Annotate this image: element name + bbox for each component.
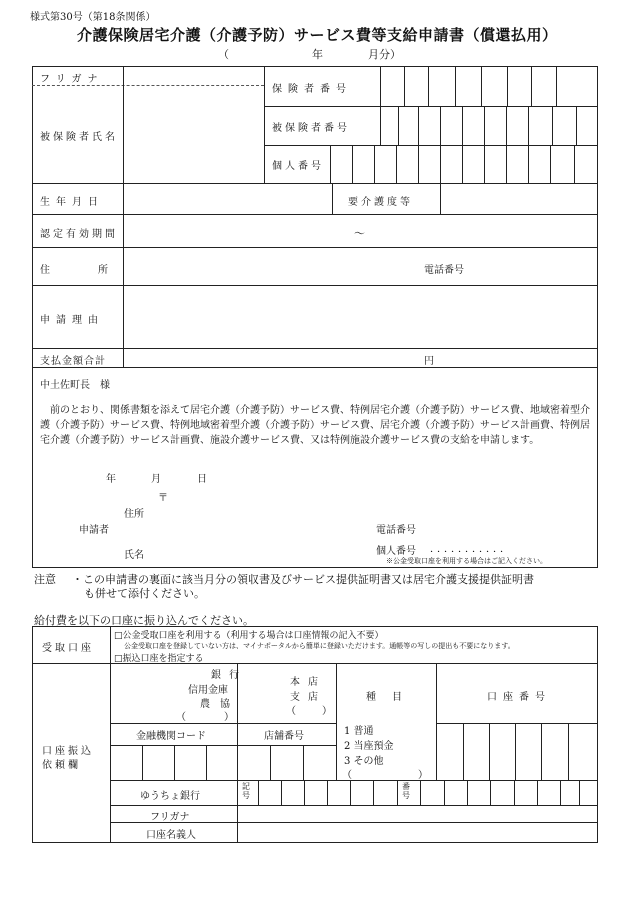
notice-line1: ・この申請書の裏面に該当月分の領収書及びサービス提供証明書又は居宅介護支援提供証明書 [72, 573, 534, 586]
insurer-number-label: 保険者番号 [272, 84, 352, 95]
period-open: （ [218, 48, 229, 61]
date-day: 日 [197, 474, 207, 485]
declaration-text: 前のとおり、関係書類を添えて居宅介護（介護予防）サービス費、特例居宅介護（介護予防）サービス費、地域密着型介護（介護予防）サービス費、特例地域密着型介護（介護予防）サービス費、居宅介護（介護予防）サービス計画費、特例居宅介護（介護予防）サービス計画費、施設介護サービス費、又は特例施設介護サービス費の支給を申請します。 [40, 405, 590, 446]
branch-code-label: 店舗番号 [264, 731, 304, 742]
account-number-label: 口座番号 [487, 692, 551, 703]
validity-tilde: ～ [354, 227, 365, 240]
applicant-address-label: 住所 [124, 509, 144, 520]
period-year: 年 [312, 48, 323, 61]
insured-name-label: 被保険者氏名 [40, 132, 118, 143]
applicant-personal-number-label: 個人番号 [376, 546, 416, 557]
account-type-label: 種目 [366, 692, 418, 703]
form-number: 様式第30号（第18条関係） [30, 12, 156, 23]
yen-label: 円 [424, 356, 434, 367]
total-amount-label: 支払金額合計 [40, 356, 106, 367]
birthdate-label: 生年月日 [40, 197, 104, 208]
addressee: 中土佐町長 様 [40, 380, 110, 391]
account-type-paren-close: ） [418, 770, 428, 781]
use-public-account-checkbox[interactable]: □公金受取口座を利用する（利用する場合は口座情報の記入不要） [114, 631, 384, 641]
applicant-phone-label: 電話番号 [376, 525, 416, 536]
branch-paren-close: ） [322, 706, 332, 717]
bank-paren-open: （ [176, 712, 186, 723]
institution-code-label: 金融機関コード [136, 731, 206, 742]
notice-line2: も併せて添付ください。 [84, 587, 205, 600]
branch-type-branch: 支店 [290, 692, 326, 703]
account-type-current: 2 当座預金 [344, 741, 394, 752]
account-type-paren-open: （ [342, 770, 352, 781]
public-account-note: ※公金受取口座を利用する場合はご記入ください。 [386, 557, 547, 565]
validity-period-label: 認定有効期間 [40, 229, 118, 240]
bank-intro: 給付費を以下の口座に振り込んでください。 [34, 614, 254, 627]
personal-number-label: 個人番号 [272, 161, 324, 172]
number-label: 番号 [402, 782, 410, 800]
furigana-label: フリガナ [40, 74, 104, 85]
account-holder-label: 口座名義人 [146, 830, 196, 841]
phone-label: 電話番号 [424, 265, 464, 276]
receive-account-label: 受取口座 [42, 643, 94, 654]
period-month: 月分） [368, 48, 401, 61]
public-account-register-note: 公金受取口座を登録していない方は、マイナポータルから簡単に登録いただけます。通帳等の写しの提出も不要になります。 [124, 642, 515, 650]
care-level-label: 要介護度等 [348, 197, 413, 208]
transfer-request-label-2: 依頼欄 [42, 760, 81, 771]
personal-number-dots: ．．．．．．．．．．． [430, 544, 512, 555]
holder-furigana-label: フリガナ [150, 812, 190, 823]
notice-label: 注意 [34, 573, 56, 586]
bank-type-agri: 農協 [200, 699, 240, 710]
applicant-label: 申請者 [79, 525, 109, 536]
postal-mark: 〒 [158, 493, 168, 504]
transfer-request-label-1: 口座振込 [42, 746, 94, 757]
specify-transfer-account-checkbox[interactable]: □振込口座を指定する [114, 654, 204, 664]
date-month: 月 [151, 474, 161, 485]
address-label: 住所 [40, 265, 156, 276]
bank-type-credit: 信用金庫 [188, 685, 228, 696]
account-type-other: 3 その他 [344, 756, 384, 767]
applicant-name-label: 氏名 [124, 550, 144, 561]
branch-paren-open: （ [286, 706, 296, 717]
page-title: 介護保険居宅介護（介護予防）サービス費等支給申請書（償還払用） [77, 26, 558, 44]
insured-number-label: 被保険者番号 [272, 123, 350, 134]
yucho-label: ゆうちょ銀行 [140, 791, 200, 802]
reason-label: 申請理由 [40, 315, 104, 326]
date-year: 年 [106, 474, 116, 485]
symbol-label: 記号 [242, 782, 250, 800]
account-type-ordinary: 1 普通 [344, 726, 374, 737]
branch-type-main: 本店 [290, 677, 326, 688]
bank-type-bank: 銀行 [211, 670, 247, 681]
bank-paren-close: ） [224, 712, 234, 723]
